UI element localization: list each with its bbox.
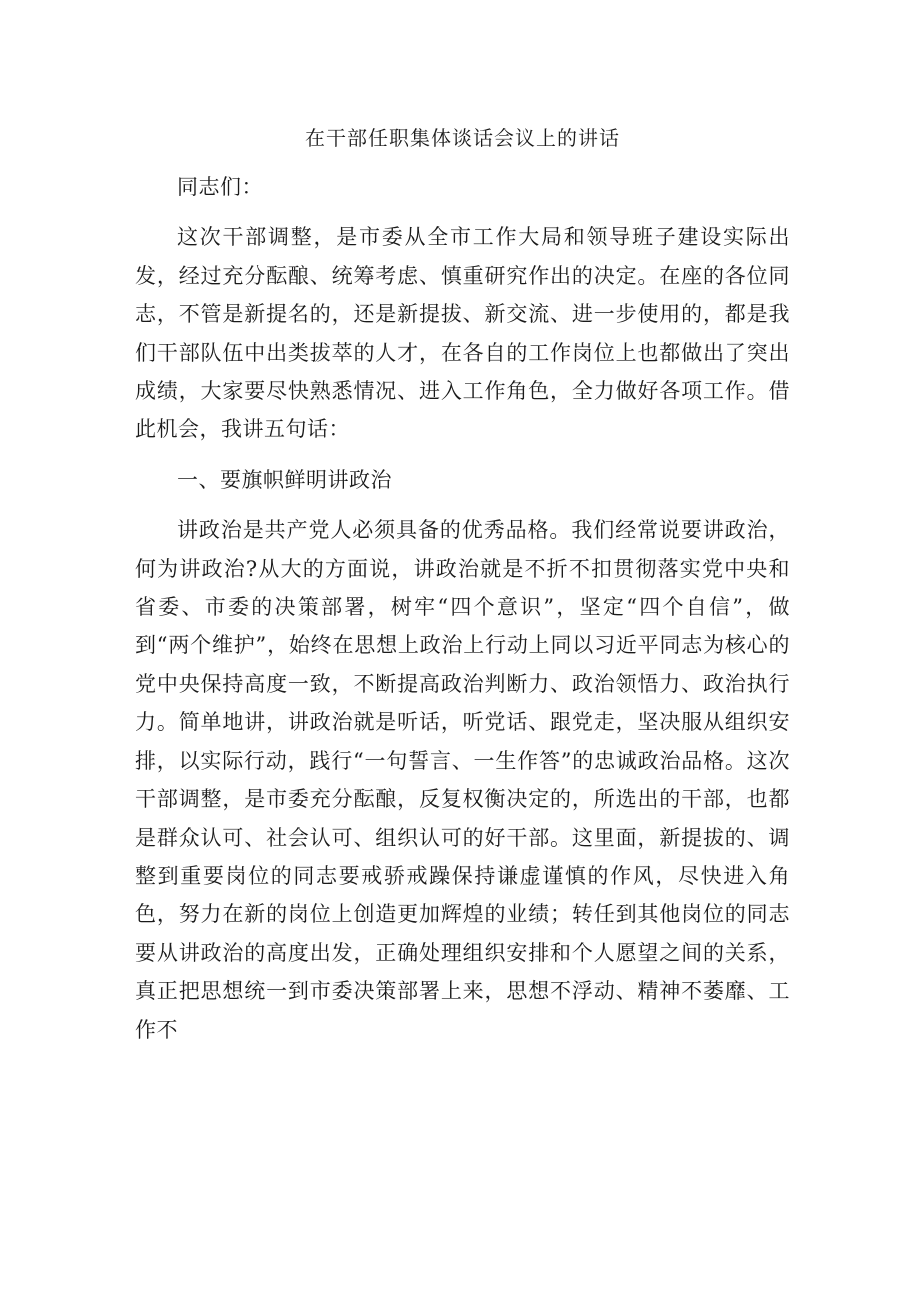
intro-paragraph: 这次干部调整，是市委从全市工作大局和领导班子建设实际出发，经过充分酝酿、统筹考虑、慎重研究作出的决定。在座的各位同志，不管是新提名的，还是新提拔、新交流、进一步使用的，都是我们干部队伍中出类拔萃的人才，在各自的工作岗位上也都做出了突出成绩，大家要尽快熟悉情况、进入工作角色，全力做好各项工作。借此机会，我讲五句话： [135,225,790,442]
section-heading: 一、要旗帜鲜明讲政治 [177,467,392,492]
document-body [135,120,790,1061]
document-title: 在干部任职集体谈话会议上的讲话 [305,126,620,150]
section-paragraph: 讲政治是共产党人必须具备的优秀品格。我们经常说要讲政治，何为讲政治?从大的方面说，讲政治就是不折不扣贯彻落实党中央和省委、市委的决策部署，树牢“四个意识”，坚定“四个自信”，做到“两个维护”，始终在思想上政治上行动上同以习近平同志为核心的党中央保持高度一致，不断提高政治判断力、政治领悟力、政治执行力。简单地讲，讲政治就是听话，听党话、跟党走，坚决服从组织安排，以实际行动，践行“一句誓言、一生作答”的忠诚政治品格。这次干部调整，是市委充分酝酿，反复权衡决定的，所选出的干部，也都是群众认可、社会认可、组织认可的好干部。这里面，新提拔的、调整到重要岗位的同志要戒骄戒躁保持谦虚谨慎的作风，尽快进入角色，努力在新的岗位上创造更加辉煌的业绩；转任到其他岗位的同志要从讲政治的高度出发，正确处理组织安排和个人愿望之间的关系，真正把思想统一到市委决策部署上来，思想不浮动、精神不萎靡、工作不 [135,518,790,1042]
salutation: 同志们： [177,175,263,199]
